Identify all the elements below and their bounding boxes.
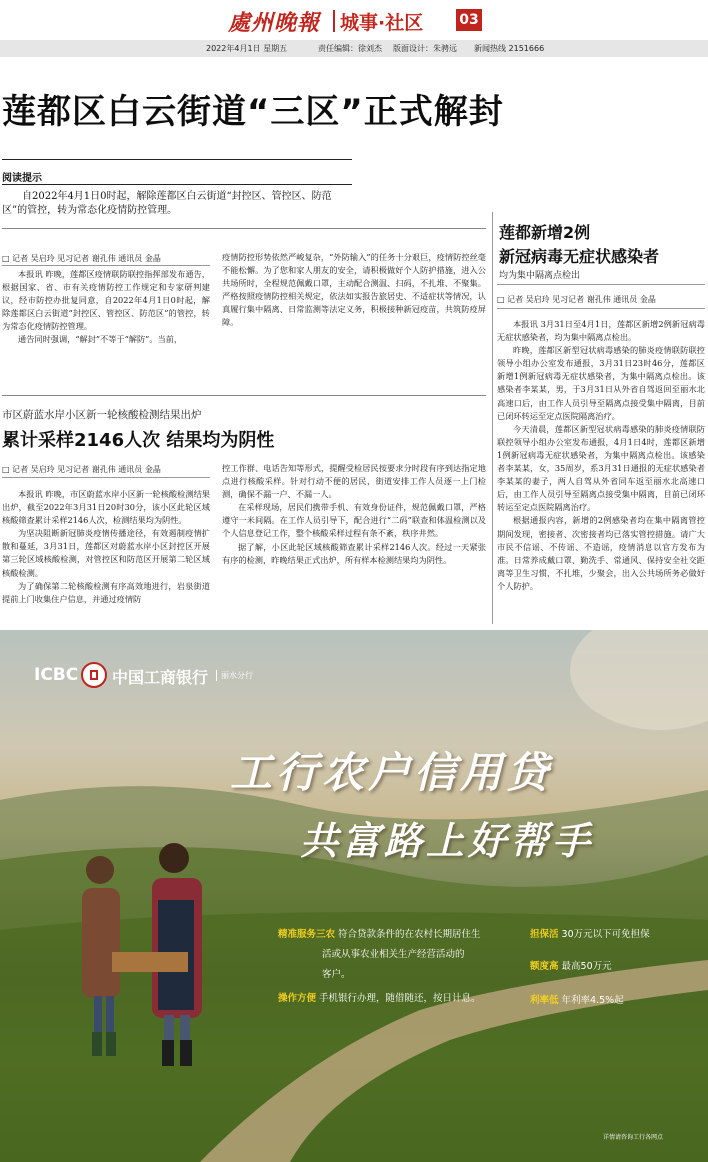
feature-guarantee xyxy=(530,926,650,940)
paragraph: 本报讯 昨晚，市区蔚蓝水岸小区新一轮核酸检测结果出炉，截至2022年3月31日20时30分，该小区此轮区域核酸筛查累计采样2146人次，检测结果均为阴性。 xyxy=(2,489,210,526)
divider xyxy=(2,477,210,478)
paragraph: 控工作群、电话告知等形式，提醒受检居民按要求分时段有序到达指定地点进行核酸采样。针对行动不便的居民，街道安排工作人员逐一上门检测，确保不漏一户、不漏一人。 xyxy=(222,463,486,500)
divider xyxy=(497,308,705,309)
byline: □ 记者 吴启玲 见习记者 谢孔伟 通讯员 金晶 xyxy=(2,254,161,263)
article-column xyxy=(2,268,210,347)
feature-text: 年利率4.5%起 xyxy=(561,995,624,1006)
divider xyxy=(2,265,210,266)
paragraph: 在采样现场，居民们携带手机、有效身份证件，规范佩戴口罩，严格遵守一米间隔。在工作人员引导下，配合进行“二码”联查和体温检测以及个人信息登记工作，整个核酸采样过程有条不紊，秩序井然。 xyxy=(222,502,486,539)
icbc-advertisement xyxy=(0,630,708,1162)
feature-text-line: 活或从事农业相关生产经营活动的 xyxy=(322,949,465,960)
icbc-wordmark: ICBC xyxy=(34,665,79,685)
feature-label: 担保活 xyxy=(530,929,559,940)
editor: 责任编辑：徐刘杰 xyxy=(318,44,382,53)
feature-label: 精准服务三农 xyxy=(278,929,336,940)
bank-name: 中国工商银行 xyxy=(112,668,209,687)
column-divider xyxy=(492,212,493,624)
paragraph: 根据通报内容，新增的2例感染者均在集中隔离管控期间发现，密接者、次密接者均已落实管控措施。请广大市民不信谣、不传谣、不造谣，疫情消息以官方发布为准。日常养成戴口罩、勤洗手、常通风、保持安全社交距离等卫生习惯，不扎堆，少聚会，出入公共场所务必做好个人防护。 xyxy=(497,515,705,591)
divider xyxy=(497,284,705,285)
paragraph: 本报讯 昨晚，莲都区疫情联防联控指挥部发布通告，根据国家、省、市有关疫情防控工作规定和专家研判建议，经市防控办批复同意，自2022年4月1日0时起，解除莲都区白云街道“封控区、管控区、防范区”的管控，转为常态化疫情防控管理。 xyxy=(2,269,210,332)
lead-headline: 莲都区白云街道“三区”正式解封 xyxy=(2,92,504,132)
paragraph: 本报讯 3月31日至4月1日，莲都区新增2例新冠病毒无症状感染者，均为集中隔离点检出。 xyxy=(497,319,705,343)
branch-name: 丽水分行 xyxy=(216,670,253,681)
feature-rate xyxy=(530,992,624,1006)
article-column xyxy=(222,251,486,330)
article-column xyxy=(2,488,210,606)
divider xyxy=(2,184,352,185)
feature-limit xyxy=(530,958,612,972)
feature-label: 利率低 xyxy=(530,995,559,1006)
reading-tip-label: 阅读提示 xyxy=(2,173,42,184)
byline: □ 记者 吴启玲 见习记者 谢孔伟 通讯员 金晶 xyxy=(497,295,656,304)
feature-text: 30万元以下可免担保 xyxy=(561,929,650,940)
divider xyxy=(2,159,352,160)
article-column xyxy=(497,318,705,593)
story3-headline-line1: 莲都新增2例 xyxy=(499,223,591,242)
ad-slogan-line1: 工行农户信用贷 xyxy=(230,748,553,797)
divider xyxy=(2,395,486,396)
story2-headline: 累计采样2146人次 结果均为阴性 xyxy=(2,430,275,451)
designer: 版面设计：朱骋远 xyxy=(393,44,457,53)
paragraph: 为了确保第二轮核酸检测有序高效地进行，岩泉街道提前上门收集住户信息，并通过疫情防 xyxy=(2,580,210,604)
feature-text-line: 客户。 xyxy=(322,969,351,980)
issue-date: 2022年4月1日 星期五 xyxy=(206,44,288,53)
article-column xyxy=(222,462,486,567)
ad-slogan-line2: 共富路上好帮手 xyxy=(300,818,595,863)
icbc-logo xyxy=(34,662,264,688)
masthead xyxy=(0,0,708,40)
story3-subhead: 均为集中隔离点检出 xyxy=(499,271,581,281)
paper-name: 處州晚報 xyxy=(228,10,321,36)
hotline: 新闻热线 2151666 xyxy=(474,44,545,53)
paragraph: 昨晚，莲都区新型冠状病毒感染的肺炎疫情联防联控领导小组办公室发布通报，3月31日23时46分，莲都区新增1例新冠病毒无症状感染者，为集中隔离点检出。该感染者李某某，男，于3月31日从外省自驾返回至丽水北高速口后，由工作人员引导至隔离点接受集中隔离，目前已闭环转运至定点医院隔离治疗。 xyxy=(497,345,705,421)
paragraph: 为坚决阻断新冠肺炎疫情传播途径，有效遏制疫情扩散和蔓延，3月31日，莲都区对蔚蓝水岸小区封控区开展第三轮区域核酸检测，对管控区和防范区开展第二轮区域核酸检测。 xyxy=(2,528,210,578)
feature-text: 符合贷款条件的在农村长期居住生 xyxy=(338,929,481,940)
story2-subhead: 市区蔚蓝水岸小区新一轮核酸检测结果出炉 xyxy=(2,409,202,421)
feature-text: 最高50万元 xyxy=(561,961,612,972)
feature-label: 操作方便 xyxy=(278,993,317,1004)
dateline xyxy=(0,40,708,57)
farmland-scene xyxy=(0,630,708,1162)
page-number: 03 xyxy=(456,9,482,31)
paragraph: 据了解，小区此轮区域核酸筛查累计采样2146人次。经过一天紧张有序的检测，昨晚结果正式出炉，所有样本检测结果均为阴性。 xyxy=(222,541,486,565)
ad-footnote: 详情请咨询工行各网点 xyxy=(603,1134,664,1141)
paragraph: 今天清晨，莲都区新型冠状病毒感染的肺炎疫情联防联控领导小组办公室发布通报，4月1日4时，莲都区新增1例新冠病毒无症状感染者，为集中隔离点检出。该感染者李某某，女，35周岁，系3月31日通报的无症状感染者李某某的妻子，两人自驾从外省同车返至丽水北高速口后，由工作人员引导至隔离点接受集中隔离，目前已闭环转运至定点医院隔离治疗。 xyxy=(497,423,705,513)
feature-convenience xyxy=(278,990,481,1004)
feature-label: 额度高 xyxy=(530,961,559,972)
feature-service xyxy=(278,926,481,940)
paragraph: 通告同时强调，“解封”不等于“解防”。当前， xyxy=(18,334,183,345)
paragraph: 疫情防控形势依然严峻复杂，“外防输入”的任务十分艰巨，疫情防控丝毫不能松懈。为了您和家人朋友的安全，请积极做好个人防护措施，进入公共场所时，全程规范佩戴口罩，主动配合测温、扫码，不扎堆、不聚集。严格按照疫情防控相关规定，依法如实报告旅居史、不适症状等情况，认真履行集中隔离、日常监测等法定义务，积极接种新冠疫苗，共筑防疫屏障。 xyxy=(222,252,486,328)
feature-text: 手机银行办理，随借随还，按日计息。 xyxy=(319,993,481,1004)
masthead-divider xyxy=(333,10,335,32)
icbc-emblem-icon xyxy=(81,662,107,688)
section-title: 城事·社区 xyxy=(340,12,424,34)
story3-headline-line2: 新冠病毒无症状感染者 xyxy=(499,247,660,266)
byline: □ 记者 吴启玲 见习记者 谢孔伟 通讯员 金晶 xyxy=(2,465,161,474)
divider xyxy=(2,228,486,229)
lead-summary: 自2022年4月1日0时起，解除莲都区白云街道“封控区、管控区、防范区”的管控，转为常态化疫情防控管理。 xyxy=(2,191,332,216)
